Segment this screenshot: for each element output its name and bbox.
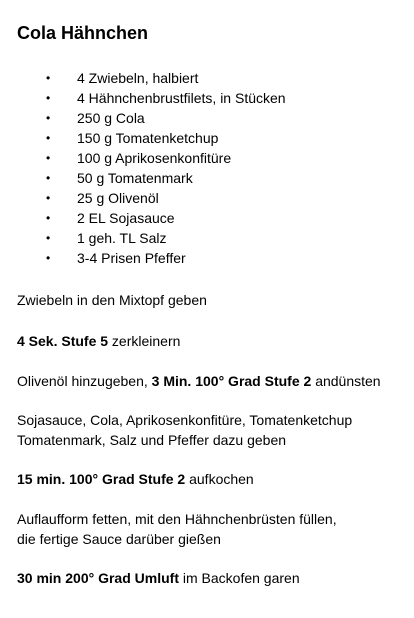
step-7 [17,568,300,588]
step-text: Olivenöl hinzugeben, [17,373,152,389]
step-text: andünsten [311,373,381,389]
bullet-icon: • [46,191,51,205]
recipe-title: Cola Hähnchen [17,23,149,43]
step-6 [17,509,337,549]
ingredient-text: 1 geh. TL Salz [77,230,167,246]
step-setting: 4 Sek. Stufe 5 [17,333,109,349]
ingredient-text: 25 g Olivenöl [77,190,159,206]
bullet-icon: • [46,211,51,225]
step-2 [17,331,180,351]
bullet-icon: • [46,91,51,105]
ingredient-text: 150 g Tomatenketchup [77,130,219,146]
ingredient-text: 4 Zwiebeln, halbiert [77,70,199,86]
step-1 [17,290,207,310]
ingredient-text: 4 Hähnchenbrustfilets, in Stücken [77,90,286,106]
step-5 [17,469,254,489]
bullet-icon: • [46,111,51,125]
step-text: aufkochen [185,471,254,487]
ingredient-text: 3-4 Prisen Pfeffer [77,250,186,266]
ingredient-text: 250 g Cola [77,110,145,126]
step-text: im Backofen garen [178,570,300,586]
bullet-icon: • [46,151,51,165]
ingredient-text: 100 g Aprikosenkonfitüre [77,150,232,166]
step-text: zerkleinern [108,333,181,349]
bullet-icon: • [46,231,51,245]
ingredient-text: 2 EL Sojasauce [77,210,175,226]
bullet-icon: • [46,171,51,185]
bullet-icon: • [46,251,51,265]
bullet-icon: • [46,71,51,85]
step-setting: 3 Min. 100° Grad Stufe 2 [151,373,312,389]
step-3 [17,371,381,391]
step-setting: 15 min. 100° Grad Stufe 2 [17,471,186,487]
step-4 [17,410,352,450]
ingredient-text: 50 g Tomatenmark [77,170,193,186]
step-setting: 30 min 200° Grad Umluft [17,570,179,586]
step-text-line-2: Tomatenmark, Salz und Pfeffer dazu geben [17,432,287,448]
step-text: Zwiebeln in den Mixtopf geben [17,292,207,308]
step-text-line-2: die fertige Sauce darüber gießen [17,531,221,547]
bullet-icon: • [46,131,51,145]
step-text-line-1: Auflaufform fetten, mit den Hähnchenbrüsten füllen, [17,511,337,527]
step-text-line-1: Sojasauce, Cola, Aprikosenkonfitüre, Tomatenketchup [17,412,353,428]
